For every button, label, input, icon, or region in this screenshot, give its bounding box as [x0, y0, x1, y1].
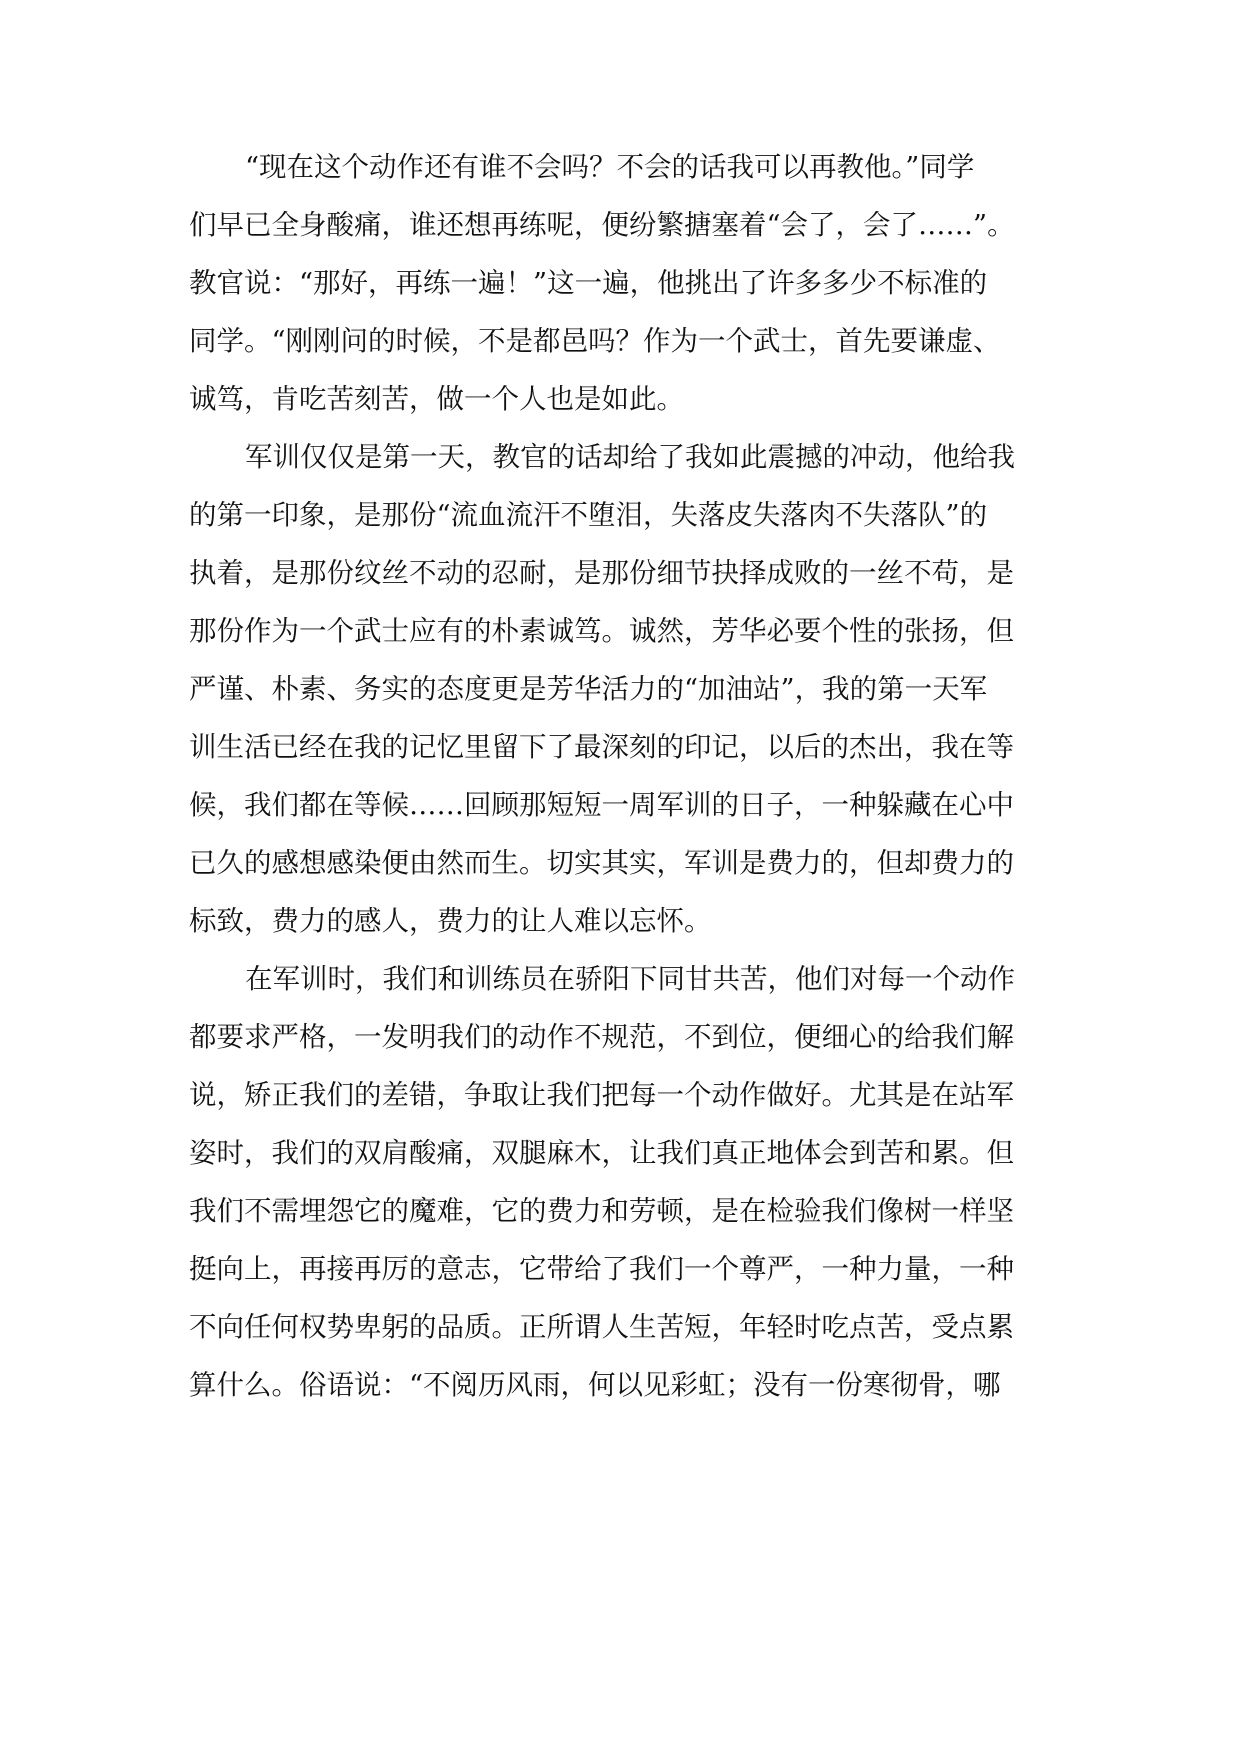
text-line: 已久的感想感染便由然而生。切实其实，军训是费力的，但却费力的	[189, 847, 1014, 879]
text-line: 诚笃，肯吃苦刻苦，做一个人也是如此。	[189, 383, 684, 415]
text-line: 说，矫正我们的差错，争取让我们把每一个动作做好。尤其是在站军	[189, 1079, 1014, 1111]
text-line: 在军训时，我们和训练员在骄阳下同甘共苦，他们对每一个动作	[245, 963, 1015, 995]
text-line: 我们不需埋怨它的魔难，它的费力和劳顿，是在检验我们像树一样坚	[189, 1195, 1014, 1227]
text-line: 那份作为一个武士应有的朴素诚笃。诚然，芳华必要个性的张扬，但	[189, 615, 1014, 647]
text-line: 们早已全身酸痛，谁还想再练呢，便纷繁搪塞着“会了，会了……”。	[189, 209, 1015, 241]
text-line: 同学。“刚刚问的时候，不是都邑吗？作为一个武士，首先要谦虚、	[189, 325, 1001, 357]
text-line: 不向任何权势卑躬的品质。正所谓人生苦短，年轻时吃点苦，受点累	[189, 1311, 1014, 1343]
text-line: 的第一印象，是那份“流血流汗不堕泪，失落皮失落肉不失落队”的	[189, 499, 988, 531]
text-line: “现在这个动作还有谁不会吗？不会的话我可以再教他。”同学	[245, 151, 975, 183]
text-line: 姿时，我们的双肩酸痛，双腿麻木，让我们真正地体会到苦和累。但	[189, 1137, 1014, 1169]
text-line: 标致，费力的感人，费力的让人难以忘怀。	[189, 905, 712, 937]
text-line: 教官说：“那好，再练一遍！”这一遍，他挑出了许多多少不标准的	[189, 267, 988, 299]
text-line: 算什么。俗语说：“不阅历风雨，何以见彩虹；没有一份寒彻骨，哪	[189, 1369, 1001, 1401]
text-line: 军训仅仅是第一天，教官的话却给了我如此震撼的冲动，他给我	[245, 441, 1015, 473]
text-line: 执着，是那份纹丝不动的忍耐，是那份细节抉择成败的一丝不苟，是	[189, 557, 1014, 589]
text-line: 都要求严格，一发明我们的动作不规范，不到位，便细心的给我们解	[189, 1021, 1014, 1053]
text-line: 训生活已经在我的记忆里留下了最深刻的印记，以后的杰出，我在等	[189, 731, 1014, 763]
text-line: 候，我们都在等候……回顾那短短一周军训的日子，一种躲藏在心中	[189, 789, 1014, 821]
text-line: 严谨、朴素、务实的态度更是芳华活力的“加油站”，我的第一天军	[189, 673, 988, 705]
text-line: 挺向上，再接再厉的意志，它带给了我们一个尊严，一种力量，一种	[189, 1253, 1014, 1285]
